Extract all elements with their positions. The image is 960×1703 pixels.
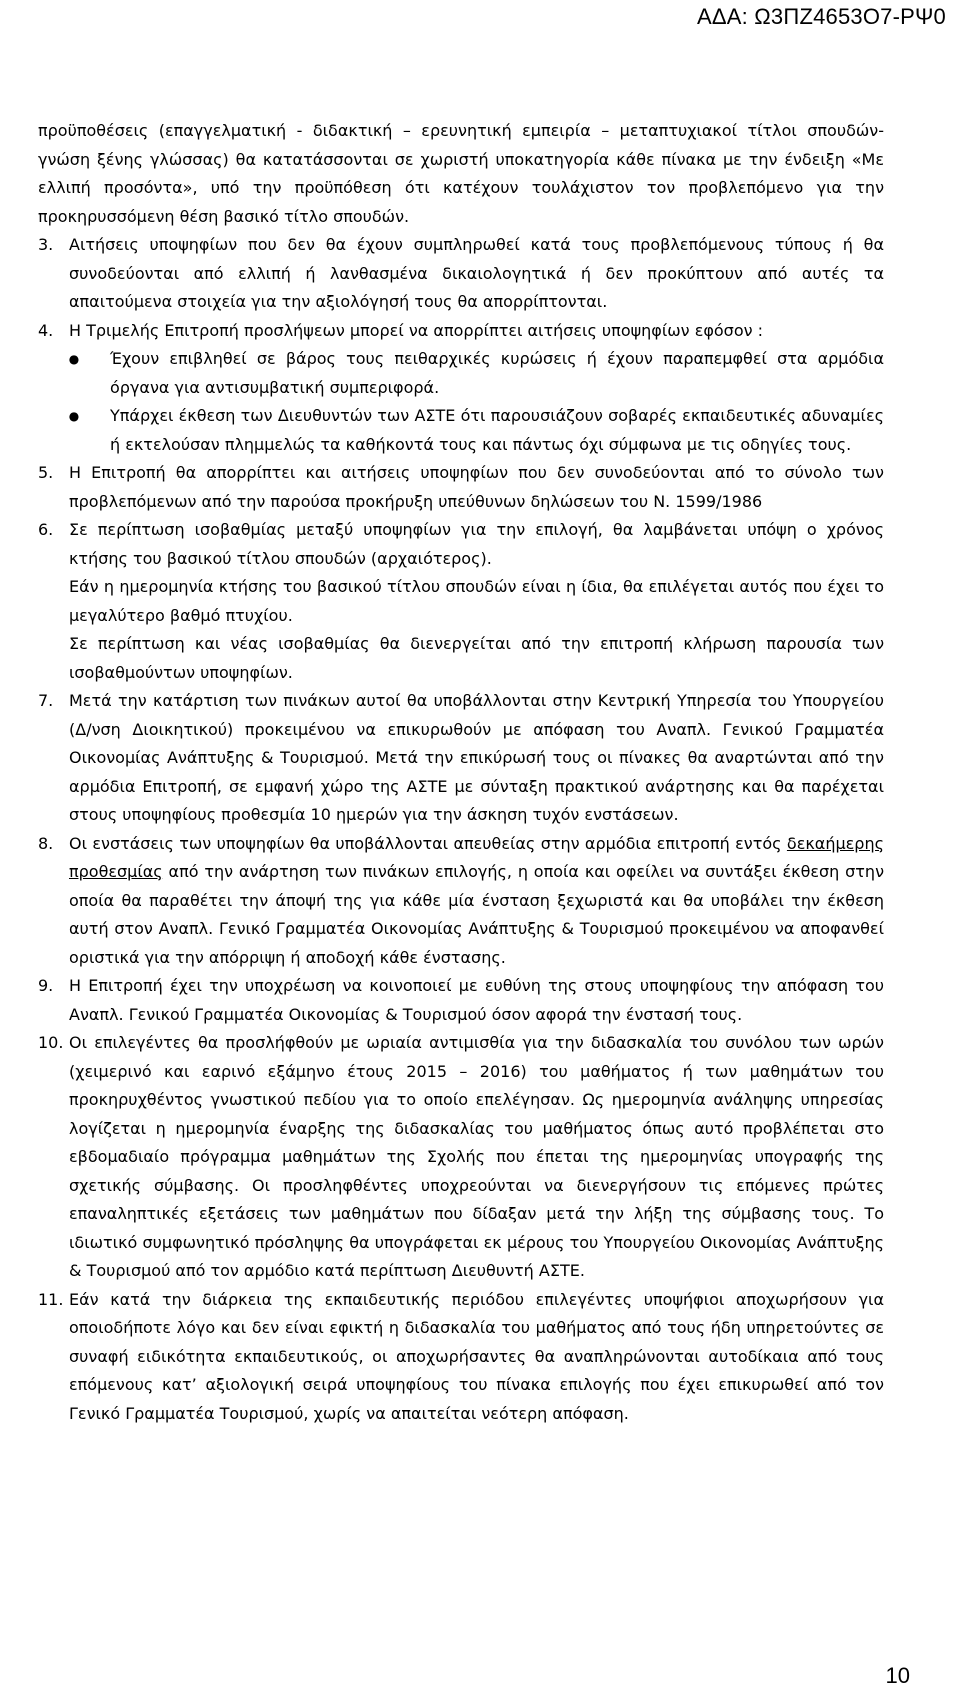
item-text: Η Τριμελής Επιτροπή προσλήψεων μπορεί να απορρίπτει αιτήσεις υποψηφίων εφόσον :	[69, 320, 764, 340]
item-body	[69, 317, 884, 460]
bullet-text: Υπάρχει έκθεση των Διευθυντών των ΑΣΤΕ ότι παρουσιάζουν σοβαρές εκπαιδευτικές αδυναμίες ή εκτελούσαν πλημμελώς τα καθήκοντά τους και πάντως όχι σύμφωνα με τις οδηγίες τους.	[110, 406, 884, 454]
list-item-3	[38, 231, 884, 317]
bullet-item	[38, 402, 884, 459]
item-extra-text: Εάν η ημερομηνία κτήσης του βασικού τίτλου σπουδών είναι η ίδια, θα επιλέγεται αυτός που έχει το μεγαλύτερο βαθμό πτυχίου.	[69, 577, 884, 625]
ada-identifier: ΑΔΑ: Ω3ΠΖ4653Ο7-ΡΨ0	[697, 4, 946, 29]
item-number: 8.	[38, 833, 54, 853]
list-item-10	[38, 1029, 884, 1286]
page-number: 10	[885, 1663, 910, 1688]
item-body	[69, 516, 884, 687]
item-number: 6.	[38, 520, 54, 539]
bullet-icon: ●	[68, 409, 80, 423]
item-number: 11.	[38, 1289, 64, 1309]
bullet-icon: ●	[68, 352, 80, 366]
item-number: 4.	[38, 320, 54, 340]
document-body	[38, 117, 884, 1428]
item-text	[69, 830, 884, 973]
item-number: 9.	[38, 976, 54, 995]
item-text: Η Επιτροπή έχει την υποχρέωση να κοινοποιεί με ευθύνη της στους υποψηφίους την απόφαση του Αναπλ. Γενικού Γραμματέα Οικονομίας & Τουρισμού όσον αφορά την ένστασή τους.	[69, 976, 884, 1024]
list-item-7	[38, 687, 884, 830]
list-item-4	[38, 317, 884, 460]
bullet-list	[69, 345, 884, 459]
item-text: Μετά την κατάρτιση των πινάκων αυτοί θα υποβάλλονται στην Κεντρική Υπηρεσία του Υπουργείου (Δ/νση Διοικητικού) προκειμένου να επικυρωθούν με απόφαση του Αναπλ. Γενικού Γραμματέα Οικονομίας Ανάπτυξης & Τουρισμού. Μετά την επικύρωσή τους οι πίνακες θα αναρτώνται από την αρμόδια Επιτροπή, σε εμφανή χώρο της ΑΣΤΕ με σύνταξη πρακτικού ανάρτησης και θα παρέχεται στους υποψηφίους προθεσμία 10 ημερών για την άσκηση τυχόν ενστάσεων.	[69, 691, 884, 824]
list-item-5	[38, 459, 884, 516]
item-text: Οι επιλεγέντες θα προσλήφθούν με ωριαία αντιμισθία για την διδασκαλία του συνόλου των ωρών (χειμερινό και εαρινό εξάμηνο έτους 2015 – 2016) του μαθήματος ή των μαθημάτων του προκηρυχθέντος γνωστικού πεδίου για το οποίο επελέγησαν. Ως ημερομηνία ανάληψης υπηρεσίας λογίζεται η ημερομηνία έναρξης της διδασκαλίας του μαθήματος όπως αυτό προβλέπεται στο εβδομαδιαίο πρόγραμμα μαθημάτων της Σχολής που έπεται της ημερομηνίας υπογραφής της σχετικής σύμβασης. Οι προσληφθέντες υποχρεούνται να διενεργήσουν τις επόμενες πρώτες επαναληπτικές εξετάσεις των μαθημάτων που δίδαξαν μετά την λήξη της σύμβασης τους. Το ιδιωτικό συμφωνητικό πρόσληψης θα υπογράφεται εκ μέρους του Υπουργείου Οικονομίας Ανάπτυξης & Τουρισμού από τον αρμόδιο κατά περίπτωση Διευθυντή ΑΣΤΕ.	[69, 1033, 884, 1280]
item-text: Η Επιτροπή θα απορρίπτει και αιτήσεις υποψηφίων που δεν συνοδεύονται από το σύνολο των προβλεπόμενων από την παρούσα προκήρυξη υπεύθυνων δηλώσεων του Ν. 1599/1986	[69, 463, 884, 511]
item-text-after: από την ανάρτηση των πινάκων επιλογής, η οποία και οφείλει να συντάξει έκθεση στην οποία θα παραθέτει την άποψή της για κάθε μία ένσταση ξεχωριστά και θα υποβάλει την έκθεση αυτή στον Αναπλ. Γενικό Γραμματέα Οικονομίας Ανάπτυξης & Τουρισμού προκειμένου να αποφανθεί οριστικά για την απόρριψη ή αποδοχή κάθε ένστασης.	[69, 862, 884, 967]
item-number: 3.	[38, 235, 54, 254]
item-text: Εάν κατά την διάρκεια της εκπαιδευτικής περιόδου επιλεγέντες υποψήφιοι αποχωρήσουν για οποιοδήποτε λόγο και δεν είναι εφικτή η διδασκαλία του μαθήματος από τους ήδη υπηρετούντες σε συναφή ειδικότητα εκπαιδευτικούς, οι αποχωρήσαντες θα αναπληρώνονται αυτοδίκαια από τους επόμενους κατ’ αξιολογική σειρά υποψηφίους του πίνακα επιλογής που έχει επικυρωθεί από τον Γενικό Γραμματέα Τουρισμού, χωρίς να απαιτείται νεότερη απόφαση.	[69, 1289, 884, 1423]
list-item-11	[38, 1286, 884, 1429]
item-text: Σε περίπτωση ισοβαθμίας μεταξύ υποψηφίων για την επιλογή, θα λαμβάνεται υπόψη ο χρόνος κτήσης του βασικού τίτλου σπουδών (αρχαιότερος).	[69, 520, 884, 568]
bullet-item	[38, 345, 884, 402]
list-item-9	[38, 972, 884, 1029]
intro-paragraph: προϋποθέσεις (επαγγελματική - διδακτική – ερευνητική εμπειρία – μεταπτυχιακοί τίτλοι σπουδών- γνώση ξένης γλώσσας) θα κατατάσσονται σε χωριστή υποκατηγορία κάθε πίνακα με την ένδειξη «Με ελλιπή προσόντα», υπό την προϋπόθεση ότι κατέχουν τουλάχιστον τον προβλεπόμενο για την προκηρυσσόμενη θέση βασικό τίτλο σπουδών.	[38, 121, 884, 226]
item-number: 7.	[38, 691, 54, 710]
item-number: 10.	[38, 1033, 64, 1052]
list-item-6	[38, 516, 884, 687]
bullet-text: Έχουν επιβληθεί σε βάρος τους πειθαρχικές κυρώσεις ή έχουν παραπεμφθεί στα αρμόδια όργανα για αντισυμβατική συμπεριφορά.	[110, 349, 884, 397]
numbered-list	[38, 231, 884, 1428]
underlined-deadline: δεκαήμερης προθεσμίας	[69, 833, 884, 881]
item-text: Αιτήσεις υποψηφίων που δεν θα έχουν συμπληρωθεί κατά τους προβλεπόμενους τύπους ή θα συνοδεύονται από ελλιπή ή λανθασμένα δικαιολογητικά ή δεν προκύπτουν από αυτές τα απαιτούμενα στοιχεία για την αξιολόγησή τους θα απορρίπτονται.	[69, 235, 884, 311]
item-extra-text: Σε περίπτωση και νέας ισοβαθμίας θα διενεργείται από την επιτροπή κλήρωση παρουσία των ισοβαθμούντων υποψηφίων.	[69, 634, 884, 682]
item-number: 5.	[38, 463, 54, 482]
item-text-before: Οι ενστάσεις των υποψηφίων θα υποβάλλονται απευθείας στην αρμόδια επιτροπή εντός	[69, 833, 787, 853]
list-item-8	[38, 830, 884, 973]
